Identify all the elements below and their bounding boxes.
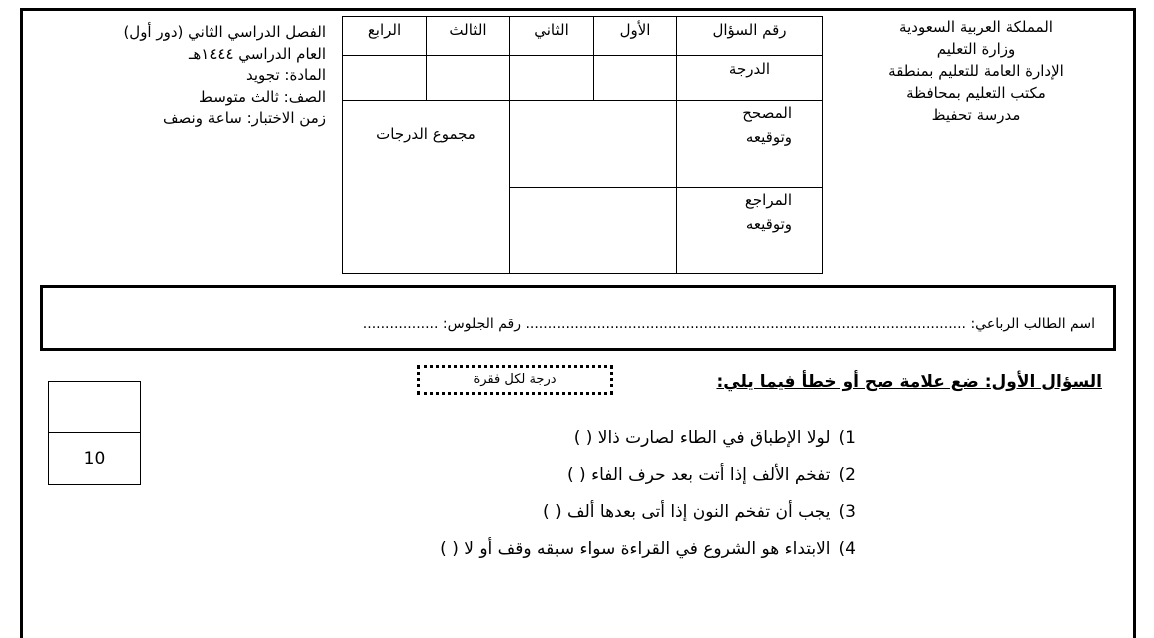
reviewer-signature-cell[interactable] (510, 187, 677, 273)
question-item (440, 420, 856, 457)
question-item (440, 457, 856, 494)
corrector-label-line2: وتوقيعه (745, 128, 792, 147)
header-line-office: مكتب التعليم بمحافظة (906, 84, 1046, 102)
grade-cell-first[interactable] (594, 55, 677, 100)
reviewer-label-line1: المراجع (744, 190, 792, 209)
row-label-corrector (677, 101, 823, 187)
grade-cell-third[interactable] (427, 55, 510, 100)
item-number: 4) (838, 539, 856, 559)
score-earned-cell[interactable] (49, 382, 140, 433)
item-number: 2) (838, 465, 856, 485)
corrector-label-line1: المصحح (742, 104, 792, 123)
header-third: الثالث (427, 17, 510, 56)
header-first: الأول (594, 17, 677, 56)
question1-score-box (48, 381, 141, 485)
student-name-seat-line[interactable]: اسم الطالب الرباعي: ................................................................................................... رقم الجلوس: ................. (362, 316, 1095, 332)
question1-title: السؤال الأول: ضع علامة صح أو خطأ فيما يلي: (716, 372, 1102, 392)
row-label-reviewer (677, 187, 823, 273)
exam-duration: زمن الاختبار: ساعة ونصف (162, 109, 326, 127)
question-item (440, 531, 856, 568)
question-item (440, 494, 856, 531)
question1-items (440, 420, 856, 568)
corrector-signature-cell[interactable] (510, 101, 677, 187)
header-line-admin: الإدارة العامة للتعليم بمنطقة (888, 62, 1064, 80)
item-text: تفخم الألف إذا أتت بعد حرف الفاء ( ) (567, 465, 831, 485)
exam-subject: المادة: تجويد (246, 66, 326, 84)
score-total: 10 (83, 449, 106, 469)
grades-table (342, 16, 823, 274)
item-text: الابتداء هو الشروع في القراءة سواء سبقه وقف أو لا ( ) (440, 539, 831, 559)
header-line-ministry: وزارة التعليم (936, 40, 1016, 58)
item-text: يجب أن تفخم النون إذا أتى بعدها ألف ( ) (542, 502, 831, 522)
grade-cell-fourth[interactable] (343, 55, 427, 100)
item-number: 1) (838, 428, 856, 448)
item-text: لولا الإطباق في الطاء لصارت ذالا ( ) (573, 428, 831, 448)
exam-year: العام الدراسي ١٤٤٤هـ (188, 44, 326, 63)
grade-per-item-note: درجة لكل فقرة (417, 365, 613, 395)
header-line-school: مدرسة تحفيظ (931, 106, 1021, 124)
header-fourth: الرابع (343, 17, 427, 56)
student-info-box (40, 285, 1116, 351)
header-question-number: رقم السؤال (677, 17, 823, 56)
header-second: الثاني (510, 17, 594, 56)
row-label-grade: الدرجة (677, 55, 823, 100)
exam-info-header (36, 22, 326, 130)
grade-cell-second[interactable] (510, 55, 594, 100)
reviewer-label-line2: وتوقيعه (745, 214, 792, 233)
exam-semester: الفصل الدراسي الثاني (دور أول) (123, 23, 326, 41)
header-line-country: المملكة العربية السعودية (899, 18, 1053, 36)
total-grades-label: مجموع الدرجات (343, 101, 510, 274)
exam-grade-level: الصف: ثالث متوسط (198, 87, 326, 106)
ministry-header (838, 16, 1114, 126)
item-number: 3) (838, 502, 856, 522)
